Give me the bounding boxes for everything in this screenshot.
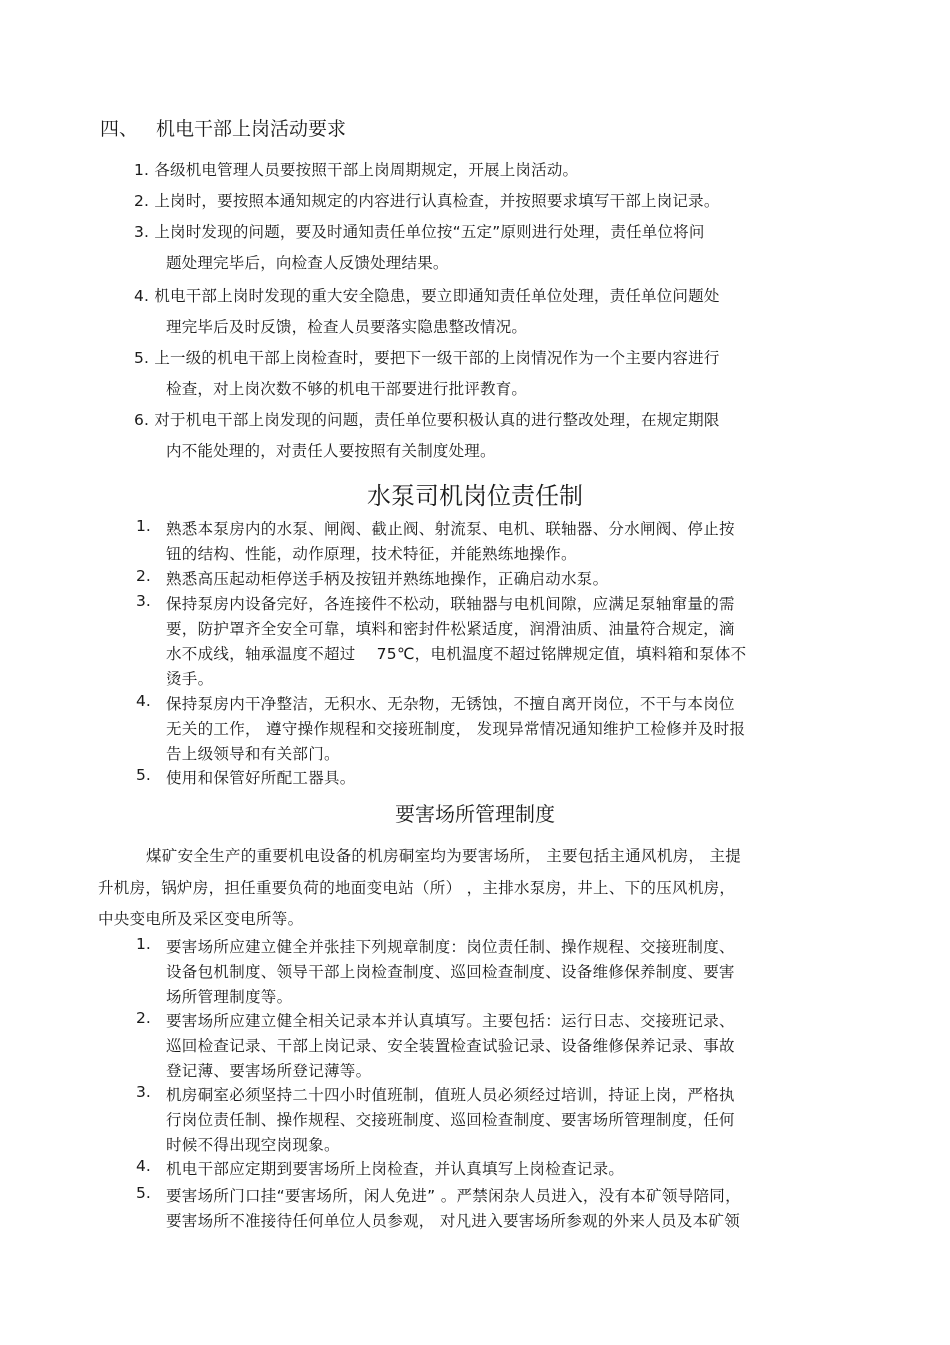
intro-line: 煤矿安全生产的重要机电设备的机房硐室均为要害场所， 主要包括主通风机房， 主提: [146, 847, 742, 865]
item-text: 登记薄、要害场所登记薄等。: [166, 1062, 372, 1080]
item-text: 机房硐室必须坚持二十四小时值班制，值班人员必须经过培训，持证上岗，严格执: [166, 1086, 735, 1104]
item-text: 使用和保管好所配工器具。: [166, 769, 356, 787]
intro-line: 升机房，锅炉房，担任重要负荷的地面变电站（所） ，主排水泵房，井上、下的压风机房，: [98, 879, 736, 897]
item-text: 要害场所门口挂“要害场所，闲人免进” 。严禁闲杂人员进入，没有本矿领导陪同，: [166, 1187, 741, 1205]
item-text: 巡回检查记录、干部上岗记录、安全装置检查试验记录、设备维修保养记录、事故: [166, 1037, 735, 1055]
item-text: 场所管理制度等。: [166, 988, 293, 1006]
item-text: 要害场所应建立健全并张挂下列规章制度：岗位责任制、操作规程、交接班制度、: [166, 938, 735, 956]
item-text: 保持泵房内干净整洁，无积水、无杂物，无锈蚀，不擅自离开岗位，不干与本岗位: [166, 695, 735, 713]
item-text: 时候不得出现空岗现象。: [166, 1136, 340, 1154]
item-text: 熟悉本泵房内的水泵、闸阀、截止阀、射流泵、电机、联轴器、分水闸阀、停止按: [166, 520, 735, 538]
item-number: 2.: [136, 567, 151, 585]
list-item: 1. 各级机电管理人员要按照干部上岗周期规定，开展上岗活动。: [134, 161, 579, 179]
item-number: 1.: [136, 517, 151, 535]
list-item-continuation: 内不能处理的，对责任人要按照有关制度处理。: [166, 442, 496, 460]
list-item: 6. 对于机电干部上岗发现的问题，责任单位要积极认真的进行整改处理，在规定期限: [134, 411, 720, 429]
item-text: 机电干部应定期到要害场所上岗检查，并认真填写上岗检查记录。: [166, 1160, 625, 1178]
item-text: 钮的结构、性能，动作原理，技术特征，并能熟练地操作。: [166, 545, 577, 563]
pump-title: 水泵司机岗位责任制: [367, 482, 583, 510]
list-item: 2. 上岗时，要按照本通知规定的内容进行认真检查，并按照要求填写干部上岗记录。: [134, 192, 720, 210]
item-text: 要害场所应建立健全相关记录本并认真填写。主要包括：运行日志、交接班记录、: [166, 1012, 735, 1030]
section-title: 机电干部上岗活动要求: [156, 118, 347, 140]
item-number: 2.: [136, 1009, 151, 1027]
list-item-continuation: 检查，对上岗次数不够的机电干部要进行批评教育。: [166, 380, 528, 398]
item-text: 无关的工作， 遵守操作规程和交接班制度， 发现异常情况通知维护工检修并及时报: [166, 720, 746, 738]
item-number: 3.: [136, 592, 151, 610]
item-text: 设备包机制度、领导干部上岗检查制度、巡回检查制度、设备维修保养制度、要害: [166, 963, 735, 981]
item-number: 3.: [136, 1083, 151, 1101]
item-number: 4.: [136, 692, 151, 710]
item-number: 5.: [136, 1184, 151, 1202]
list-item-continuation: 题处理完毕后，向检查人反馈处理结果。: [166, 254, 449, 272]
item-text: 告上级领导和有关部门。: [166, 745, 340, 763]
item-text: 行岗位责任制、操作规程、交接班制度、巡回检查制度、要害场所管理制度，任何: [166, 1111, 735, 1129]
section-heading: [100, 114, 346, 141]
intro-line: 中央变电所及采区变电所等。: [98, 910, 304, 928]
item-number: 4.: [136, 1157, 151, 1175]
item-text: 水不成线，轴承温度不超过 75℃，电机温度不超过铭牌规定值，填料箱和泵体不: [166, 645, 747, 663]
item-text: 熟悉高压起动柜停送手柄及按钮并熟练地操作，正确启动水泵。: [166, 570, 609, 588]
list-item: 3. 上岗时发现的问题，要及时通知责任单位按“五定”原则进行处理，责任单位将问: [134, 223, 705, 241]
key-places-title: 要害场所管理制度: [395, 802, 555, 826]
item-text: 保持泵房内设备完好，各连接件不松动，联轴器与电机间隙，应满足泵轴窜量的需: [166, 595, 735, 613]
section-number: 四、: [100, 118, 139, 140]
list-item: 4. 机电干部上岗时发现的重大安全隐患，要立即通知责任单位处理，责任单位问题处: [134, 287, 720, 305]
item-text: 要害场所不准接待任何单位人员参观， 对凡进入要害场所参观的外来人员及本矿领: [166, 1212, 741, 1230]
list-item-continuation: 理完毕后及时反馈，检查人员要落实隐患整改情况。: [166, 318, 528, 336]
item-number: 5.: [136, 766, 151, 784]
item-text: 烫手。: [166, 670, 214, 688]
item-text: 要，防护罩齐全安全可靠，填料和密封件松紧适度，润滑油质、油量符合规定，滴: [166, 620, 735, 638]
list-item: 5. 上一级的机电干部上岗检查时，要把下一级干部的上岗情况作为一个主要内容进行: [134, 349, 720, 367]
item-number: 1.: [136, 935, 151, 953]
